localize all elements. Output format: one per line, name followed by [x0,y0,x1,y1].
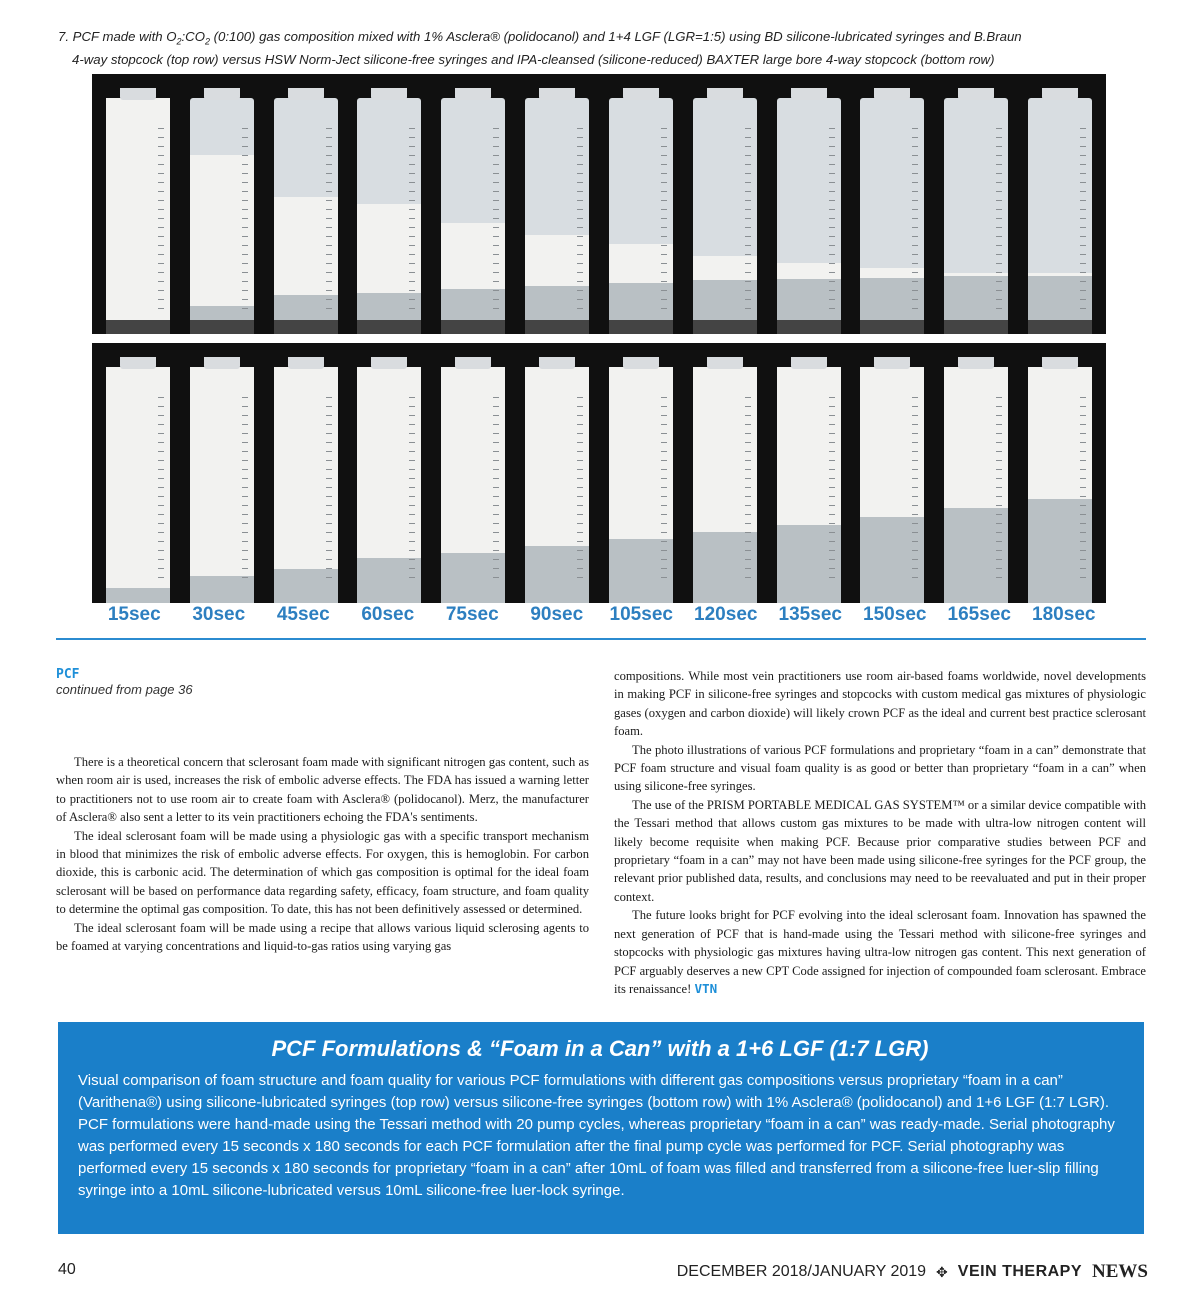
time-labels [92,604,1106,626]
syringe-photo [860,357,924,603]
syringe-neck [791,88,827,100]
syringe-neck [371,357,407,369]
caption-text-prefix: 7. PCF made with O [58,29,177,44]
syringe-photo [525,357,589,603]
syringe-neck [707,88,743,100]
syringe-neck [623,357,659,369]
time-label: 45sec [276,604,330,625]
syringe-neck [958,88,994,100]
issue-date: DECEMBER 2018/JANUARY 2019 [676,1263,927,1280]
sediment [525,320,589,334]
sediment [441,320,505,334]
syringe-photo [1028,88,1092,334]
syringe-neck [874,88,910,100]
syringe-photo [777,88,841,334]
time-label: 30sec [192,604,246,625]
graduation-marks [1080,397,1086,583]
graduation-marks [409,128,415,314]
sidebar-box-body: Visual comparison of foam structure and foam quality for various PCF formulations with different gas compositions versus proprietary “foam in a can” (Varithena®) using silicone-lubricated syringes (top row) versus silicone-free syringes (bottom row) with 1% Asclera® (polidocanol) and 1+6 LGF (1:7 LGR). PCF formulations were hand-made using the Tessari method with 20 pump cycles, whereas proprietary “foam in a can” was ready-made. Serial photography was performed every 15 seconds x 180 seconds for each PCF formulation after the final pump cycle was performed for PCF. Serial photography was performed every 15 seconds x 180 seconds for proprietary “foam in a can” after 10mL of foam was filled and transferred from a silicone-free luer-slip filling syringe into a 10mL silicone-lubricated versus 10mL silicone-free luer-lock syringe. [78,1072,1115,1199]
sediment [777,320,841,334]
sediment [274,320,338,334]
figure-caption [58,28,1148,68]
continued-note: continued from page 36 [56,682,193,697]
graduation-marks [1080,128,1086,314]
syringe-neck [958,357,994,369]
syringe-neck [371,88,407,100]
paragraph: The use of the PRISM PORTABLE MEDICAL GAS SYSTEM™ or a similar device compatible with the Tessari method that allows custom gas mixtures to be made with ultra-low nitrogen content will likely become requisite when making PCF. Because prior comparative studies between PCF and proprietary “foam in a can” may not have been made using silicone-free syringes for the PCF group, the relevant prior published data, results, and conclusions may need to be reevaluated and put in their proper context. [614,797,1146,904]
syringe-photo [609,357,673,603]
time-label: 105sec [609,604,673,625]
syringe-photo [944,357,1008,603]
page-number: 40 [58,1261,76,1278]
syringe-neck [874,357,910,369]
time-label: 90sec [530,604,584,625]
syringe-photo [357,357,421,603]
time-label: 135sec [778,604,842,625]
sediment [944,320,1008,334]
paragraph: The ideal sclerosant foam will be made using a recipe that allows various liquid sclerosing agents to be foamed at varying concentrations and liquid-to-gas ratios using varying gas [56,920,589,954]
syringe-photo [777,357,841,603]
graduation-marks [661,128,667,314]
graduation-marks [829,128,835,314]
sediment [693,320,757,334]
syringe-photo [190,88,254,334]
sidebar-box-title: PCF Formulations & “Foam in a Can” with a 1+6 LGF (1:7 LGR) [271,1036,929,1061]
paragraph: The photo illustrations of various PCF formulations and proprietary “foam in a can” demonstrate that PCF foam structure and visual foam quality is as good or better than proprietary “foam in a can” when using silicone-free syringes. [614,742,1146,794]
graduation-marks [996,128,1002,314]
graduation-marks [409,397,415,583]
graduation-marks [912,397,918,583]
graduation-marks [829,397,835,583]
time-label: 60sec [361,604,415,625]
graduation-marks [158,397,164,583]
time-label: 150sec [863,604,927,625]
syringe-neck [707,357,743,369]
diamond-icon: ✥ [936,1263,948,1280]
graduation-marks [745,128,751,314]
syringe-photo [106,357,170,603]
article-column-left [56,753,589,955]
sediment [357,320,421,334]
article-column-right [614,667,1146,998]
sidebar-box [58,1022,1144,1234]
syringe-neck [204,357,240,369]
syringe-neck [120,357,156,369]
brand-news: NEWS [1092,1261,1148,1282]
time-label: 75sec [445,604,499,625]
syringe-neck [623,88,659,100]
syringe-neck [1042,357,1078,369]
graduation-marks [745,397,751,583]
graduation-marks [242,128,248,314]
graduation-marks [577,128,583,314]
paragraph-text: The future looks bright for PCF evolving into the ideal sclerosant foam. Innovation has spawned the next generation of PCF that is hand-made using the Tessari method with silicone-free syringes and stopcocks with physiologic gas mixtures having ultra-low nitrogen gas content. This next generation of PCF arguably deserves a new CPT Code assigned for injection of compounded foam sclerosant. Embrace its renaissance! [614,908,1146,996]
graduation-marks [326,397,332,583]
graduation-marks [493,128,499,314]
time-label: 120sec [694,604,758,625]
time-label: 15sec [107,604,161,625]
brand-name: VEIN THERAPY [957,1263,1083,1280]
syringe-neck [1042,88,1078,100]
syringe-photo [441,357,505,603]
sediment [1028,320,1092,334]
graduation-marks [912,128,918,314]
syringe-neck [288,88,324,100]
caption-line-2: 4-way stopcock (top row) versus HSW Norm-Ject silicone-free syringes and IPA-cleansed (silicone-reduced) BAXTER large bore 4-way stopcock (bottom row) [72,51,995,67]
syringe-neck [539,88,575,100]
graduation-marks [326,128,332,314]
caption-subscript: 2 [176,36,182,47]
syringe-photo [944,88,1008,334]
syringe-neck [791,357,827,369]
syringe-photo [860,88,924,334]
graduation-marks [158,128,164,314]
footer-masthead [677,1261,1148,1283]
paragraph: There is a theoretical concern that sclerosant foam made with significant nitrogen gas content, such as when room air is used, increases the risk of embolic adverse effects. The FDA has issued a warning letter to practitioners not to use room air to create foam with Asclera® (polidocanol). Merz, the manufacturer of Asclera® also sent a letter to its vein practitioners echoing the FDA's sentiments. [56,755,589,825]
section-divider [56,638,1146,640]
graduation-marks [577,397,583,583]
caption-text-mid: :CO [181,29,205,44]
end-mark: VTN [694,980,718,996]
syringe-photo [441,88,505,334]
graduation-marks [242,397,248,583]
syringe-photo [106,88,170,334]
syringe-photo-row-top [92,74,1106,334]
time-label: 180sec [1032,604,1096,625]
graduation-marks [996,397,1002,583]
sediment [860,320,924,334]
syringe-photo [1028,357,1092,603]
liquid-column [106,588,170,603]
syringe-photo [357,88,421,334]
time-label: 165sec [947,604,1011,625]
caption-text-rest: (0:100) gas composition mixed with 1% Asclera® (polidocanol) and 1+4 LGF (LGR=1:5) using BD silicone-lubricated syringes and B.Braun [209,29,1022,44]
syringe-photo [274,88,338,334]
sediment [609,320,673,334]
syringe-photo [190,357,254,603]
syringe-neck [288,357,324,369]
syringe-photo [274,357,338,603]
caption-subscript: 2 [204,36,210,47]
syringe-neck [204,88,240,100]
syringe-neck [539,357,575,369]
syringe-photo-row-bottom [92,343,1106,603]
syringe-photo [693,88,757,334]
syringe-photo [609,88,673,334]
graduation-marks [661,397,667,583]
syringe-neck [120,88,156,100]
sediment [190,320,254,334]
section-title: PCF [56,667,80,682]
paragraph: compositions. While most vein practitioners use room air-based foams worldwide, novel developments in making PCF in silicone-free syringes and stopcocks with custom medical gas mixtures of physiologic gases (oxygen and carbon dioxide) will likely crown PCF as the ideal and current best practice sclerosant foam. [614,669,1146,739]
graduation-marks [493,397,499,583]
syringe-neck [455,88,491,100]
sediment [106,320,170,334]
paragraph-last [614,906,1146,998]
syringe-neck [455,357,491,369]
syringe-photo [693,357,757,603]
paragraph: The ideal sclerosant foam will be made using a physiologic gas with a specific transport mechanism in blood that minimizes the risk of embolic adverse effects. For oxygen, this is hemoglobin. For carbon dioxide, this is carbonic acid. The determination of which gas composition is optimal for the ideal foam sclerosant will be based on performance data regarding safety, efficacy, foam structure, and foam quality to determine the optimal gas composition. To date, this has not been definitively assessed or determined. [56,828,589,917]
syringe-photo [525,88,589,334]
